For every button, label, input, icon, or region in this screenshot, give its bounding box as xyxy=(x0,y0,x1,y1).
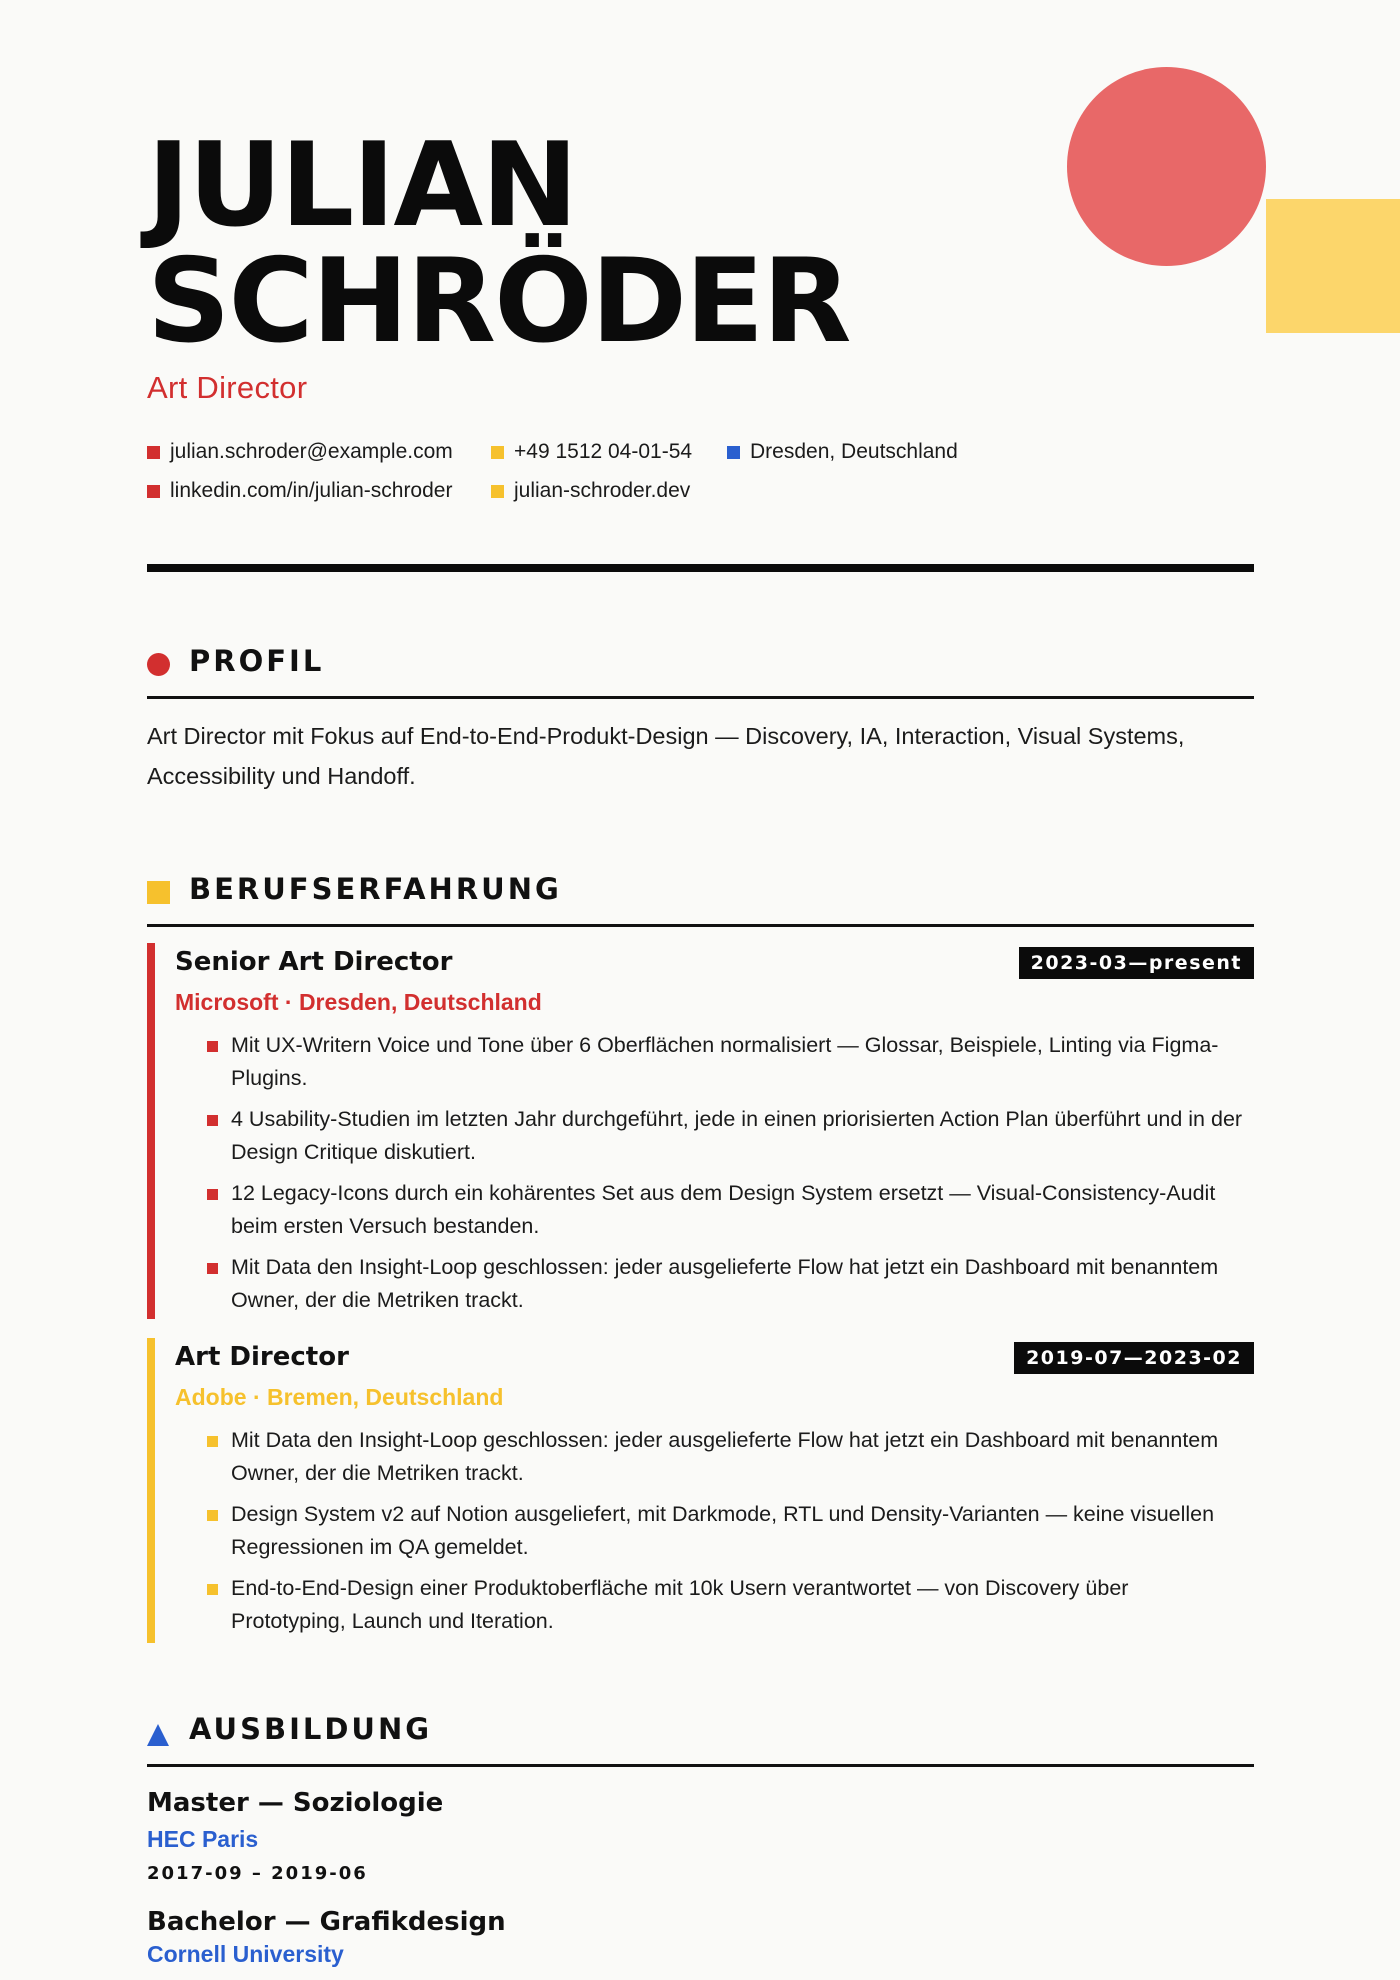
job-company: Adobe · Bremen, Deutschland xyxy=(175,1384,504,1410)
square-bullet-icon xyxy=(207,1041,218,1052)
section-title: BERUFSERFAHRUNG xyxy=(189,872,562,906)
full-name xyxy=(147,118,850,369)
job-company: Microsoft · Dresden, Deutschland xyxy=(175,989,542,1015)
education-degree: Bachelor — Grafikdesign xyxy=(147,1907,506,1937)
job-title: Senior Art Director xyxy=(175,947,453,977)
header-divider xyxy=(147,564,1254,572)
job-role: Art Director xyxy=(147,370,308,405)
square-bullet-icon xyxy=(207,1263,218,1274)
education-degree: Master — Soziologie xyxy=(147,1788,444,1818)
contact-location xyxy=(727,440,958,464)
education-period: 2017-09 – 2019-06 xyxy=(147,1863,368,1884)
square-icon xyxy=(147,881,170,904)
contact-location-text: Dresden, Deutschland xyxy=(750,440,958,463)
square-bullet-icon xyxy=(727,446,740,459)
square-bullet-icon xyxy=(491,485,504,498)
bullet-text: 12 Legacy-Icons durch ein kohärentes Set aus dem Design System ersetzt — Visual-Consistency-Audit beim ersten Versuch bestanden. xyxy=(231,1181,1216,1238)
contact-linkedin[interactable] xyxy=(147,479,452,503)
job-accent-bar xyxy=(147,943,155,1319)
job-dates: 2019-07—2023-02 xyxy=(1014,1342,1254,1374)
square-bullet-icon xyxy=(491,446,504,459)
square-bullet-icon xyxy=(207,1189,218,1200)
square-bullet-icon xyxy=(147,446,160,459)
list-item xyxy=(207,1251,1247,1317)
first-name: JULIAN xyxy=(147,118,577,253)
education-entry xyxy=(147,1788,1254,1884)
list-item xyxy=(207,1103,1247,1169)
contact-email-text: julian.schroder@example.com xyxy=(170,440,453,463)
section-profile-header xyxy=(147,636,1254,699)
square-bullet-icon xyxy=(207,1584,218,1595)
job-entry xyxy=(147,943,1254,1319)
square-bullet-icon xyxy=(207,1436,218,1447)
education-school: Cornell University xyxy=(147,1941,344,1967)
job-accent-bar xyxy=(147,1338,155,1643)
contact-phone[interactable] xyxy=(491,440,692,464)
square-bullet-icon xyxy=(207,1510,218,1521)
section-title: AUSBILDUNG xyxy=(189,1712,433,1746)
list-item xyxy=(207,1572,1247,1638)
profile-text: Art Director mit Fokus auf End-to-End-Produkt-Design — Discovery, IA, Interaction, Visual Systems, Accessibility und Handoff. xyxy=(147,723,1185,789)
education-school: HEC Paris xyxy=(147,1826,259,1852)
contact-phone-text: +49 1512 04-01-54 xyxy=(514,440,693,463)
section-experience-header xyxy=(147,864,1254,927)
decorative-square xyxy=(1266,199,1400,333)
bullet-text: 4 Usability-Studien im letzten Jahr durchgeführt, jede in einen priorisierten Action Plan überführt und in der Design Critique diskutiert. xyxy=(231,1107,1243,1164)
bullet-text: End-to-End-Design einer Produktoberfläche mit 10k Usern verantwortet — von Discovery über Prototyping, Launch und Iteration. xyxy=(231,1576,1129,1633)
decorative-circle xyxy=(1067,67,1266,266)
section-title: PROFIL xyxy=(189,644,325,678)
job-bullets xyxy=(207,1424,1247,1646)
contact-linkedin-text: linkedin.com/in/julian-schroder xyxy=(170,479,453,502)
education-entry xyxy=(147,1907,1254,1968)
triangle-icon xyxy=(147,1724,169,1746)
bullet-text: Design System v2 auf Notion ausgeliefert, mit Darkmode, RTL und Density-Varianten — keine visuellen Regressionen im QA gemeldet. xyxy=(231,1502,1215,1559)
contact-website-text: julian-schroder.dev xyxy=(514,479,691,502)
job-bullets xyxy=(207,1029,1247,1325)
square-bullet-icon xyxy=(207,1115,218,1126)
job-dates: 2023-03—present xyxy=(1019,947,1254,979)
list-item xyxy=(207,1029,1247,1095)
list-item xyxy=(207,1177,1247,1243)
contact-website[interactable] xyxy=(491,479,690,503)
section-education-header xyxy=(147,1704,1254,1767)
list-item xyxy=(207,1424,1247,1490)
square-bullet-icon xyxy=(147,485,160,498)
circle-icon xyxy=(147,653,170,676)
bullet-text: Mit Data den Insight-Loop geschlossen: jeder ausgelieferte Flow hat jetzt ein Dashboard mit benanntem Owner, der die Metriken trackt. xyxy=(231,1255,1219,1312)
contact-email[interactable] xyxy=(147,440,453,464)
bullet-text: Mit UX-Writern Voice und Tone über 6 Oberflächen normalisiert — Glossar, Beispiele, Linting via Figma-Plugins. xyxy=(231,1033,1219,1090)
last-name: SCHRÖDER xyxy=(147,234,850,369)
job-entry xyxy=(147,1338,1254,1643)
list-item xyxy=(207,1498,1247,1564)
job-title: Art Director xyxy=(175,1342,349,1372)
bullet-text: Mit Data den Insight-Loop geschlossen: jeder ausgelieferte Flow hat jetzt ein Dashboard mit benanntem Owner, der die Metriken trackt. xyxy=(231,1428,1219,1485)
